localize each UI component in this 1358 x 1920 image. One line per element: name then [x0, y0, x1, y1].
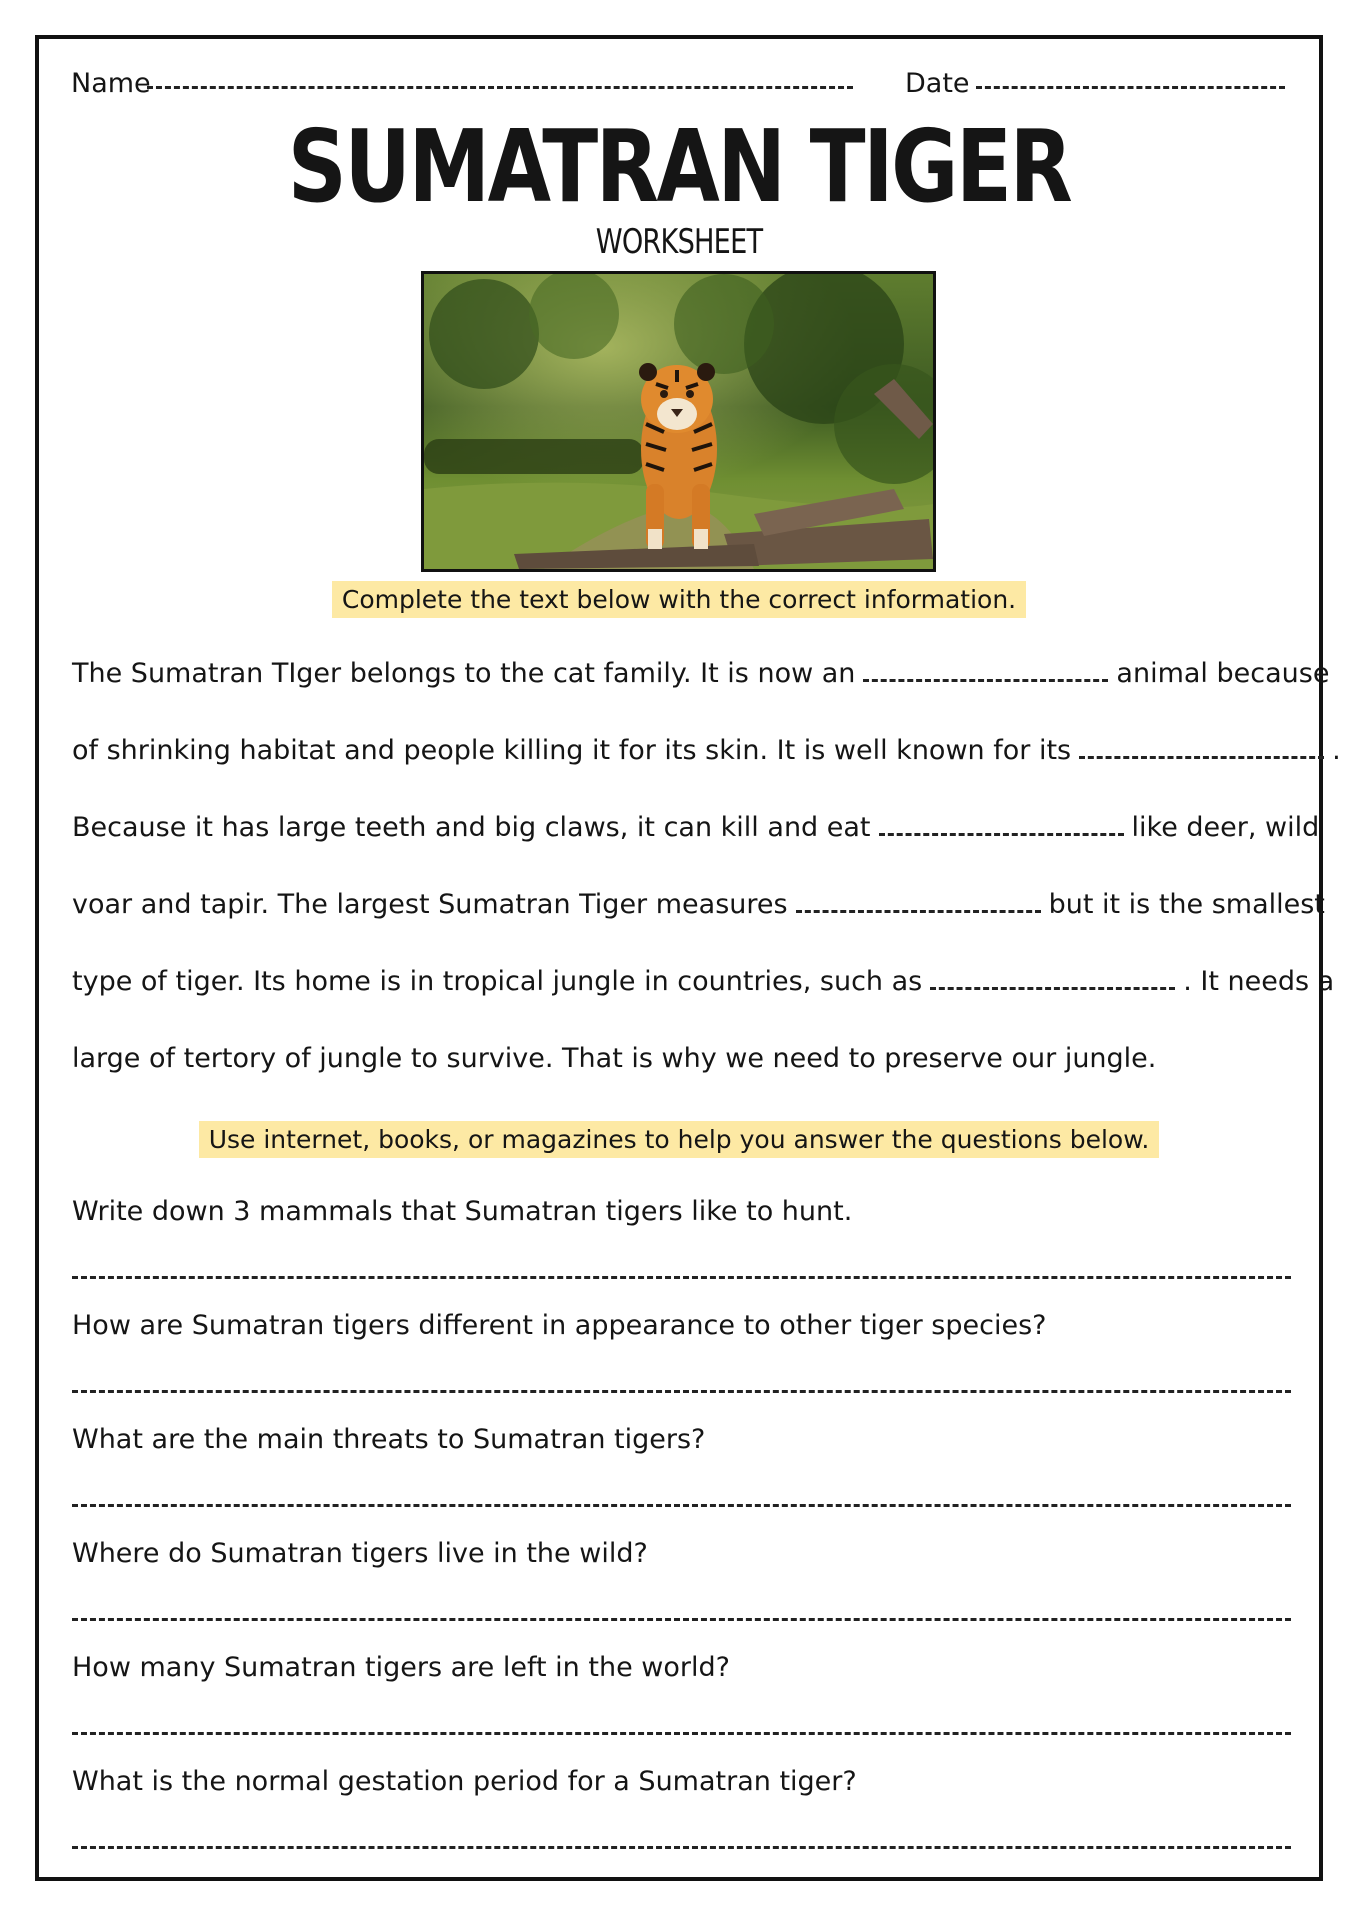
- question-5: How many Sumatran tigers are left in the world?: [72, 1652, 730, 1683]
- answer-line-6[interactable]: [72, 1846, 1291, 1849]
- paragraph-line-1: The Sumatran TIger belongs to the cat family. It is now an animal because: [72, 658, 1330, 689]
- question-4: Where do Sumatran tigers live in the wild?: [72, 1538, 648, 1569]
- paragraph-line-4: voar and tapir. The largest Sumatran Tiger measures but it is the smallest: [72, 889, 1325, 920]
- page-subtitle: WORKSHEET: [595, 222, 763, 262]
- answer-line-1[interactable]: [72, 1276, 1291, 1279]
- tiger-photo: [421, 271, 936, 572]
- question-1: Write down 3 mammals that Sumatran tigers like to hunt.: [72, 1196, 853, 1227]
- question-2: How are Sumatran tigers different in appearance to other tiger species?: [72, 1310, 1047, 1341]
- name-field[interactable]: [147, 86, 853, 89]
- blank-5[interactable]: [930, 983, 1175, 990]
- answer-line-5[interactable]: [72, 1732, 1291, 1735]
- blank-4[interactable]: [796, 906, 1041, 913]
- paragraph-line-2: of shrinking habitat and people killing it for its skin. It is well known for its .: [72, 735, 1341, 766]
- paragraph-line-5: type of tiger. Its home is in tropical jungle in countries, such as . It needs a: [72, 966, 1335, 997]
- blank-2[interactable]: [1079, 752, 1324, 759]
- blank-1[interactable]: [863, 675, 1108, 682]
- answer-line-2[interactable]: [72, 1390, 1291, 1393]
- answer-line-3[interactable]: [72, 1504, 1291, 1507]
- page-title: SUMATRAN TIGER: [287, 108, 1071, 225]
- blank-3[interactable]: [879, 829, 1124, 836]
- answer-line-4[interactable]: [72, 1618, 1291, 1621]
- paragraph-line-3: Because it has large teeth and big claws, it can kill and eat like deer, wild: [72, 812, 1320, 843]
- paragraph-line-6: large of tertory of jungle to survive. That is why we need to preserve our jungle.: [72, 1043, 1157, 1074]
- date-label: Date: [905, 68, 970, 99]
- date-field[interactable]: [976, 86, 1285, 89]
- instruction-use-internet: Use internet, books, or magazines to help you answer the questions below.: [199, 1121, 1160, 1158]
- name-label: Name: [71, 68, 151, 99]
- instruction-complete-text: Complete the text below with the correct information.: [332, 581, 1026, 618]
- question-3: What are the main threats to Sumatran tigers?: [72, 1424, 706, 1455]
- question-6: What is the normal gestation period for a Sumatran tiger?: [72, 1766, 857, 1797]
